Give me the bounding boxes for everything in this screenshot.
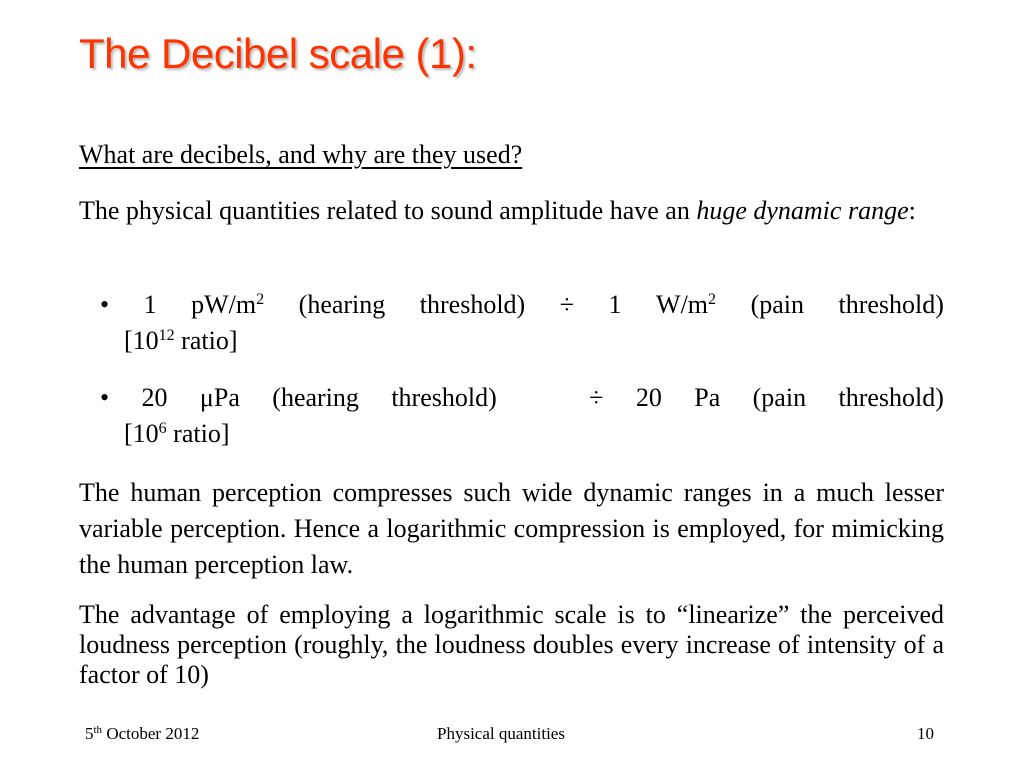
bullet-power-range [100,287,944,359]
bullet-word: threshold) [838,383,944,412]
intro-colon: : [908,196,916,225]
bullet-unit: $W/m^2$ [656,290,717,319]
perception-paragraph: The human perception compresses such wide dynamic ranges in a much lesser variable perception. Hence a logarithmic compression is employed, for mimicking the human perception law. [79,478,944,579]
bullet-word: 1 [608,290,622,319]
division-symbol: ÷ [589,383,604,412]
bullet-word: threshold) [391,383,497,412]
intro-text: The physical quantities related to sound amplitude have an [79,196,697,225]
bullet-line [100,287,944,323]
bullet-pressure-range [100,380,944,452]
bullet-unit: $pW/m^2$ [191,290,265,319]
bullet-word: 20 [635,383,662,412]
bullet-word: (hearing [298,290,386,319]
footer-topic: Physical quantities [437,724,565,743]
bullet-word: (hearing [272,383,359,412]
bullet-word: threshold) [838,290,944,319]
bullet-word: (pain [752,383,807,412]
logarithmic-paragraph: The advantage of employing a logarithmic scale is to “linearize” the perceived loudness perception (roughly, the loudness doubles every increase of intensity of a factor of 10) [79,600,944,689]
bullet-ratio: [$10^6$ ratio] [124,419,230,448]
bullet-word: threshold) [419,290,526,319]
footer-date: 5th October 2012 [85,724,200,743]
bullet-word: 1 [143,290,157,319]
bullet-marker: • [100,383,110,412]
intro-emphasis: huge dynamic range [696,196,909,225]
division-symbol: ÷ [559,290,575,319]
bullet-unit: μPa [199,383,240,412]
bullet-word: 20 [141,383,168,412]
bullet-unit: Pa [694,383,721,412]
bullet-marker: • [100,290,110,319]
slide-title: The Decibel scale (1): [79,30,477,77]
page-number: 10 [917,724,934,743]
bullet-word: (pain [750,290,804,319]
bullet-line [100,380,944,416]
bullet-ratio: [$10^{12}$ ratio] [124,326,238,355]
intro-paragraph [79,193,944,229]
question-heading: What are decibels, and why are they used? [79,140,523,169]
